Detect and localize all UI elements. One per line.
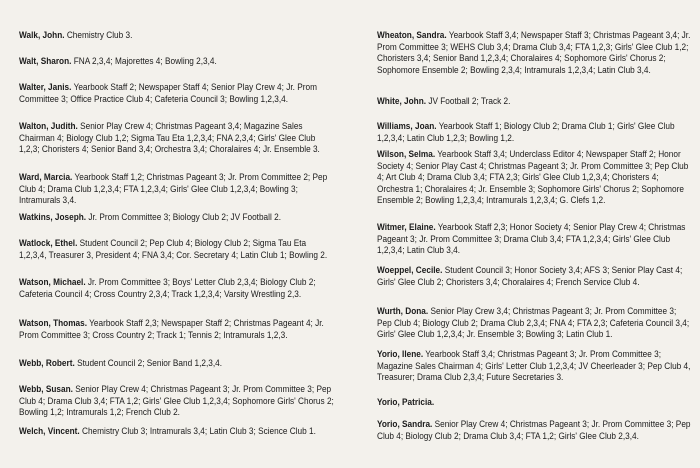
- student-name: Yorio, Sandra.: [377, 419, 433, 430]
- student-name: Welch, Vincent.: [19, 426, 80, 437]
- student-name: Walter, Janis.: [19, 82, 72, 93]
- student-activities: Yearbook Staff 3,4; Newspaper Staff 3; Christmas Pageant 3,4; Jr. Prom Committee 3; WEHS Club 3,4; Drama Club 3,4; FTA 1,2,3; Girls' Glee Club 1,2; Choristers 3,4; Senior Band 1,2,3,4; Choralaires 4; Sophomore Girls' Chorus 2; Sophomore Ensemble 2; Bowling 2,3,4; Intramurals 1,2,3,4; Latin Club 3,4.: [377, 30, 691, 76]
- student-name: Walton, Judith.: [19, 121, 78, 132]
- student-activities: Yearbook Staff 2,3; Newspaper Staff 2; Christmas Pageant 4; Jr. Prom Committee 3; Cross Country 2; Track 1; Tennis 2; Intramurals 1,2,3.: [19, 318, 324, 341]
- student-activities: Student Council 2; Pep Club 4; Biology Club 2; Sigma Tau Eta 1,2,3,4, Treasurer 3, President 4; FNA 3,4; Cor. Secretary 4; Latin Club 1; Bowling 2.: [19, 238, 328, 261]
- student-activities: Senior Play Crew 4; Christmas Pageant 3; Jr. Prom Committee 3; Pep Club 4; Drama Club 3,4; FTA 1,2; Girls' Glee Club 1,2,3,4; Sophomore Girls' Chorus 2; Bowling 1,2; Intramurals 1,2; French Club 2.: [19, 384, 334, 419]
- student-name: Williams, Joan.: [377, 121, 437, 132]
- entry: [19, 384, 335, 419]
- student-name: Woeppel, Cecile.: [377, 265, 443, 276]
- student-activities: Student Council 3; Honor Society 3,4; AFS 3; Senior Play Cast 4; Girls' Glee Club 2; Choristers 3,4; Choralaires 4; French Service Club 4.: [377, 265, 683, 288]
- student-activities: Chemistry Club 3.: [66, 30, 133, 41]
- student-name: Witmer, Elaine.: [377, 222, 436, 233]
- entry: [377, 306, 693, 341]
- entry: [19, 212, 335, 224]
- entry: [377, 149, 693, 207]
- student-name: Ward, Marcia.: [19, 172, 73, 183]
- entry: [19, 82, 335, 105]
- entry: [19, 56, 335, 68]
- entry: [377, 397, 693, 409]
- entry: [19, 277, 335, 300]
- student-name: Yorio, Ilene.: [377, 349, 424, 360]
- student-activities: Senior Play Crew 4; Christmas Pageant 3,4; Magazine Sales Chairman 4; Biology Club 1,2; Sigma Tau Eta 1,2,3,4; FNA 2,3,4; Girls' Glee Club 1,2,3; Choristers 4; Senior Band 3,4; Orchestra 3,4; Choralaires 4; Jr. Ensemble 3.: [19, 121, 320, 156]
- student-activities: FNA 2,3,4; Majorettes 4; Bowling 2,3,4.: [73, 56, 217, 67]
- entry: [377, 121, 693, 144]
- student-name: Walk, John.: [19, 30, 65, 41]
- student-name: Yorio, Patricia.: [377, 397, 435, 408]
- student-activities: Student Council 2; Senior Band 1,2,3,4.: [77, 358, 223, 369]
- student-activities: Yearbook Staff 1; Biology Club 2; Drama Club 1; Girls' Glee Club 1,2,3,4; Latin Club 1,2,3; Bowling 1,2.: [377, 121, 675, 144]
- student-activities: Yearbook Staff 2; Newspaper Staff 4; Senior Play Crew 4; Jr. Prom Committee 3; Office Practice Club 4; Cafeteria Council 3; Bowling 1,2,3,4.: [19, 82, 317, 105]
- entry: [19, 121, 335, 156]
- student-activities: Senior Play Crew 4; Christmas Pageant 3; Jr. Prom Committee 3; Pep Club 4; Biology Club 2; Drama Club 3,4; FTA 1,2; Girls' Glee Club 2,3,4.: [377, 419, 691, 442]
- student-name: Webb, Robert.: [19, 358, 75, 369]
- student-name: Wurth, Dona.: [377, 306, 429, 317]
- entry: [377, 349, 693, 384]
- student-activities: Jr. Prom Committee 3; Biology Club 2; JV Football 2.: [88, 212, 281, 223]
- student-activities: Yearbook Staff 3,4; Underclass Editor 4; Newspaper Staff 2; Honor Society 4; Senior Play Cast 4; Christmas Pageant 3; Jr. Prom Committee 3; Pep Club 4; Art Club 4; Drama Club 3,4; FTA 2,3; Girls' Glee Club 1,2,3,4; Choristers 4; Orchestra 1; Choralaires 4; Jr. Ensemble 3; Sophomore Girls' Chorus 2; Sophomore Ensemble 2; Bowling 1,2,3,4; Intramurals 1,2,3,4; G. Clefs 1,2.: [377, 149, 689, 207]
- entry: [19, 172, 335, 207]
- entry: [377, 222, 693, 257]
- student-name: Watkins, Joseph.: [19, 212, 87, 223]
- student-activities: Yearbook Staff 2,3; Honor Society 4; Senior Play Crew 4; Christmas Pageant 3; Jr. Prom Committee 3; Drama Club 3,4; FTA 1,2,3,4; Girls' Glee Club 1,2,3,4; Latin Club 3,4.: [377, 222, 686, 257]
- student-activities: Yearbook Staff 3,4; Christmas Pageant 3; Jr. Prom Committee 3; Magazine Sales Chairman 4; Girls' Letter Club 1,2,3,4; JV Cheerleader 3; Pep Club 4, Treasurer; Drama Club 2,3,4; Future Secretaries 3.: [377, 349, 691, 384]
- student-name: Wilson, Selma.: [377, 149, 436, 160]
- entry: [377, 419, 693, 442]
- entry: [19, 318, 335, 341]
- student-name: Watson, Thomas.: [19, 318, 88, 329]
- student-name: Watson, Michael.: [19, 277, 86, 288]
- entry: [377, 30, 693, 76]
- entry: [377, 96, 693, 108]
- student-activities: Jr. Prom Committee 3; Boys' Letter Club 2,3,4; Biology Club 2; Cafeteria Council 4; Cross Country 2,3,4; Track 1,2,3,4; Varsity Wrestling 2,3.: [19, 277, 316, 300]
- entry: [377, 265, 693, 288]
- student-name: Watlock, Ethel.: [19, 238, 78, 249]
- student-activities: Chemistry Club 3; Intramurals 3,4; Latin Club 3; Science Club 1.: [81, 426, 316, 437]
- student-name: Walt, Sharon.: [19, 56, 72, 67]
- entry: [19, 30, 335, 42]
- entry: [19, 238, 335, 261]
- student-activities: Senior Play Crew 3,4; Christmas Pageant 3; Jr. Prom Committee 3; Pep Club 4; Biology Club 2; Drama Club 2,3,4; FNA 4; FTA 2,3; Cafeteria Council 3,4; Girls' Glee Club 1,2,3,4; Jr. Ensemble 3; Bowling 3; Latin Club 1.: [377, 306, 690, 341]
- student-activities: Yearbook Staff 1,2; Christmas Pageant 3; Jr. Prom Committee 2; Pep Club 4; Drama Club 1,2,3,4; FTA 1,2,3,4; Girls' Glee Club 1,2,3,4; Bowling 3; Intramurals 3,4.: [19, 172, 328, 207]
- student-name: White, John.: [377, 96, 427, 107]
- student-name: Webb, Susan.: [19, 384, 73, 395]
- student-name: Wheaton, Sandra.: [377, 30, 447, 41]
- entry: [19, 426, 335, 438]
- student-activities: JV Football 2; Track 2.: [428, 96, 511, 107]
- entry: [19, 358, 335, 370]
